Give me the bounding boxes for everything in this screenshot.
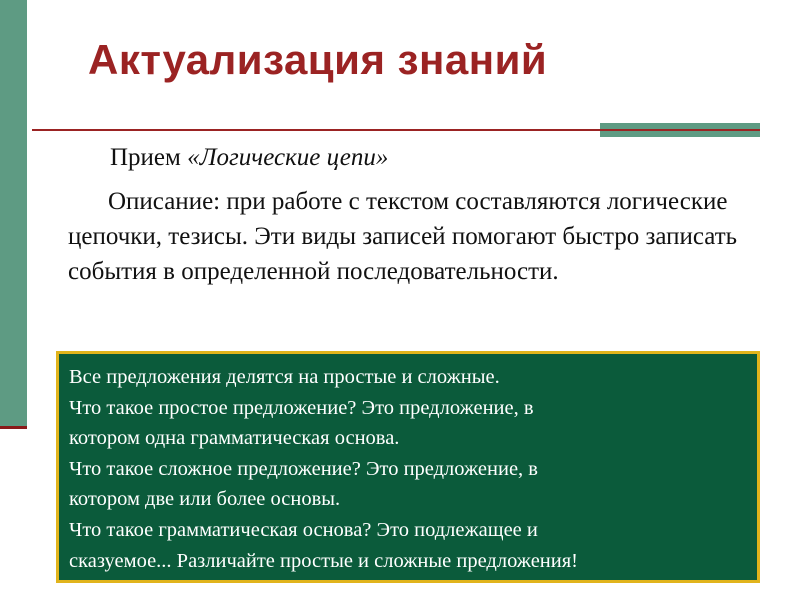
method-description <box>68 184 748 289</box>
method-label: Прием <box>110 144 181 171</box>
description-text: при работе с текстом составляются логические цепочки, тезисы. Эти виды записей помогают быстро записать события в определенной последовательности. <box>68 188 738 285</box>
info-box-line: сказуемое... Различайте простые и сложные предложения! <box>69 549 578 572</box>
method-name: «Логические цепи» <box>187 144 389 171</box>
left-accent-bar-underline <box>0 426 27 429</box>
description-label: Описание: <box>108 188 221 215</box>
info-box <box>56 351 760 583</box>
divider-accent-line <box>600 129 760 131</box>
info-box-line: котором одна грамматическая основа. <box>69 427 400 450</box>
info-box-line: Что такое грамматическая основа? Это подлежащее и <box>69 518 538 541</box>
method-heading <box>110 144 388 172</box>
title-divider <box>32 129 600 131</box>
left-accent-bar <box>0 0 27 428</box>
info-box-line: котором две или более основы. <box>69 488 341 511</box>
info-box-line: Что такое сложное предложение? Это предложение, в <box>69 457 538 480</box>
info-box-line: Все предложения делятся на простые и сложные. <box>69 366 500 388</box>
info-box-line: Что такое простое предложение? Это предложение, в <box>69 396 534 419</box>
slide-title: Актуализация знаний <box>88 36 548 83</box>
